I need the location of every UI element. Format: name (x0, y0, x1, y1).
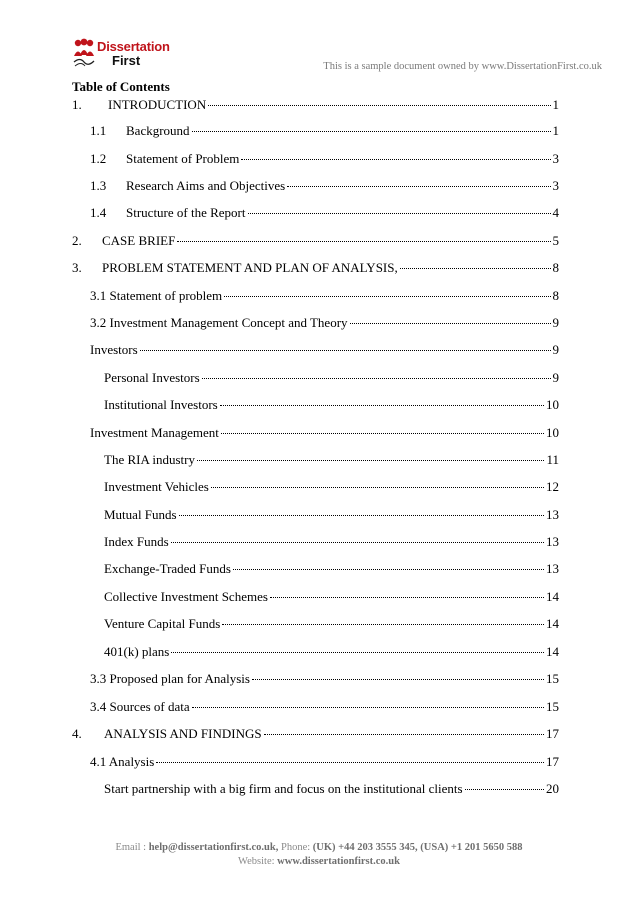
toc-entry-number: 3. (72, 260, 82, 275)
toc-entry-label: 401(k) plans (104, 644, 170, 659)
footer-phone: (UK) +44 203 3555 345, (USA) +1 201 5650 588 (312, 842, 523, 853)
toc-entry[interactable] (104, 616, 559, 632)
toc-dot-leader (287, 186, 550, 187)
logo-people-icon (72, 38, 96, 70)
toc-entry-label: Institutional Investors (104, 397, 218, 412)
toc-entry-page: 20 (546, 781, 559, 796)
toc-entry[interactable] (104, 507, 559, 523)
toc-entry-label: PROBLEM STATEMENT AND PLAN OF ANALYSIS, (102, 260, 398, 275)
toc-entry-label: Start partnership with a big firm and focus on the institutional clients (104, 781, 463, 796)
toc-entry[interactable] (90, 151, 559, 167)
toc-entry-number: 4. (72, 726, 82, 741)
toc-dot-leader (350, 323, 551, 324)
toc-entry-number: 1.3 (90, 178, 107, 193)
toc-entry-label: 3.2 Investment Management Concept and Theory (90, 315, 348, 330)
toc-dot-leader (465, 789, 544, 790)
toc-entry[interactable] (90, 754, 559, 770)
toc-dot-leader (221, 433, 544, 434)
toc-entry-label: 3.3 Proposed plan for Analysis (90, 671, 250, 686)
toc-entry-label: The RIA industry (104, 452, 195, 467)
toc-entry-label: Structure of the Report (126, 205, 246, 220)
toc-entry-label: Exchange-Traded Funds (104, 561, 231, 576)
toc-entry-label: Investment Management (90, 425, 219, 440)
toc-entry[interactable] (90, 178, 559, 194)
toc-entry-label: Research Aims and Objectives (126, 178, 286, 193)
toc-entry[interactable] (72, 726, 559, 742)
toc-entry-label: INTRODUCTION (108, 97, 207, 112)
toc-dot-leader (224, 296, 550, 297)
toc-dot-leader (222, 624, 544, 625)
toc-entry[interactable] (90, 315, 559, 331)
toc-entry-label: Statement of Problem (126, 151, 240, 166)
toc-entry[interactable] (90, 342, 559, 358)
toc-entry-page: 10 (546, 425, 559, 440)
toc-entry[interactable] (72, 97, 559, 113)
toc-entry[interactable] (104, 479, 559, 495)
footer-website[interactable]: www.dissertationfirst.co.uk (277, 856, 400, 867)
toc-entry-page: 3 (552, 151, 559, 166)
toc-entry-page: 4 (552, 205, 559, 220)
toc-entry[interactable] (104, 452, 559, 468)
toc-entry-number: 1.2 (90, 151, 107, 166)
toc-entry-page: 10 (546, 397, 559, 412)
toc-entry-number: 1. (72, 97, 82, 112)
toc-dot-leader (248, 213, 551, 214)
toc-entry-label: 3.1 Statement of problem (90, 288, 223, 303)
toc-entry-label: 4.1 Analysis (90, 754, 155, 769)
toc-entry-page: 14 (546, 644, 559, 659)
toc-entry-page: 8 (552, 288, 559, 303)
toc-dot-leader (241, 159, 550, 160)
toc-entry-number: 1.1 (90, 123, 107, 138)
footer-website-line (0, 856, 638, 867)
toc-entry-page: 8 (552, 260, 559, 275)
toc-entry-page: 15 (546, 699, 559, 714)
toc-dot-leader (233, 569, 544, 570)
toc-entry-page: 1 (552, 97, 559, 112)
toc-entry-label: Background (126, 123, 190, 138)
toc-entry-label: Venture Capital Funds (104, 616, 221, 631)
footer-email-label: Email : (115, 842, 149, 853)
toc-entry-label: Investment Vehicles (104, 479, 209, 494)
toc-entry-page: 1 (552, 123, 559, 138)
footer-phone-label: Phone: (278, 842, 313, 853)
toc-entry-label: ANALYSIS AND FINDINGS (104, 726, 262, 741)
toc-dot-leader (252, 679, 544, 680)
toc-entry-page: 11 (546, 452, 559, 467)
toc-entry[interactable] (90, 205, 559, 221)
toc-title: Table of Contents (72, 79, 170, 94)
footer-email[interactable]: help@dissertationfirst.co.uk, (148, 842, 279, 853)
toc-entry-label: CASE BRIEF (102, 233, 176, 248)
toc-entry-page: 17 (546, 754, 559, 769)
toc-dot-leader (400, 268, 551, 269)
toc-entry-page: 13 (546, 534, 559, 549)
toc-entry-page: 15 (546, 671, 559, 686)
toc-entry[interactable] (90, 425, 559, 441)
toc-entry[interactable] (104, 644, 559, 660)
logo-text-dissertation: Dissertation (97, 39, 170, 54)
toc-entry-page: 5 (552, 233, 559, 248)
toc-entry-label: Mutual Funds (104, 507, 177, 522)
toc-dot-leader (171, 652, 544, 653)
toc-entry-page: 3 (552, 178, 559, 193)
toc-dot-leader (171, 542, 544, 543)
toc-entry[interactable] (72, 233, 559, 249)
toc-entry[interactable] (90, 671, 559, 687)
toc-entry[interactable] (90, 288, 559, 304)
toc-entry[interactable] (90, 123, 559, 139)
toc-entry-page: 9 (552, 370, 559, 385)
toc-entry-page: 17 (546, 726, 559, 741)
toc-entry-page: 14 (546, 589, 559, 604)
toc-entry-page: 13 (546, 507, 559, 522)
toc-entry-page: 12 (546, 479, 559, 494)
toc-dot-leader (179, 515, 544, 516)
toc-entry[interactable] (104, 589, 559, 605)
toc-entry-page: 13 (546, 561, 559, 576)
logo-text-first: First (112, 53, 141, 68)
toc-dot-leader (192, 707, 544, 708)
footer-website-label: Website: (238, 856, 278, 867)
toc-entry-number: 1.4 (90, 205, 107, 220)
toc-entry[interactable] (104, 534, 559, 550)
header-ownership-note: This is a sample document owned by www.DissertationFirst.co.uk (323, 61, 602, 72)
footer-contact (0, 842, 638, 853)
toc-dot-leader (211, 487, 544, 488)
toc-entry-label: Collective Investment Schemes (104, 589, 268, 604)
toc-entry[interactable] (90, 699, 559, 715)
toc-entry-page: 14 (546, 616, 559, 631)
toc-entry-label: 3.4 Sources of data (90, 699, 190, 714)
toc-entry-label: Investors (90, 342, 138, 357)
toc-entry-page: 9 (552, 342, 559, 357)
toc-entry[interactable] (104, 781, 559, 797)
toc-entry[interactable] (104, 561, 559, 577)
toc-dot-leader (208, 105, 550, 106)
toc-dot-leader (202, 378, 551, 379)
toc-entry-label: Personal Investors (104, 370, 200, 385)
toc-dot-leader (270, 597, 544, 598)
toc-dot-leader (140, 350, 551, 351)
toc-entry-label: Index Funds (104, 534, 169, 549)
toc-entry[interactable] (104, 370, 559, 386)
toc-dot-leader (264, 734, 544, 735)
toc-entry-page: 9 (552, 315, 559, 330)
toc-entry[interactable] (72, 260, 559, 276)
toc-dot-leader (220, 405, 544, 406)
toc-entry-number: 2. (72, 233, 82, 248)
toc-dot-leader (192, 131, 551, 132)
dissertation-first-logo (72, 38, 182, 72)
toc-dot-leader (156, 762, 544, 763)
toc-dot-leader (177, 241, 550, 242)
toc-dot-leader (197, 460, 544, 461)
toc-entry[interactable] (104, 397, 559, 413)
